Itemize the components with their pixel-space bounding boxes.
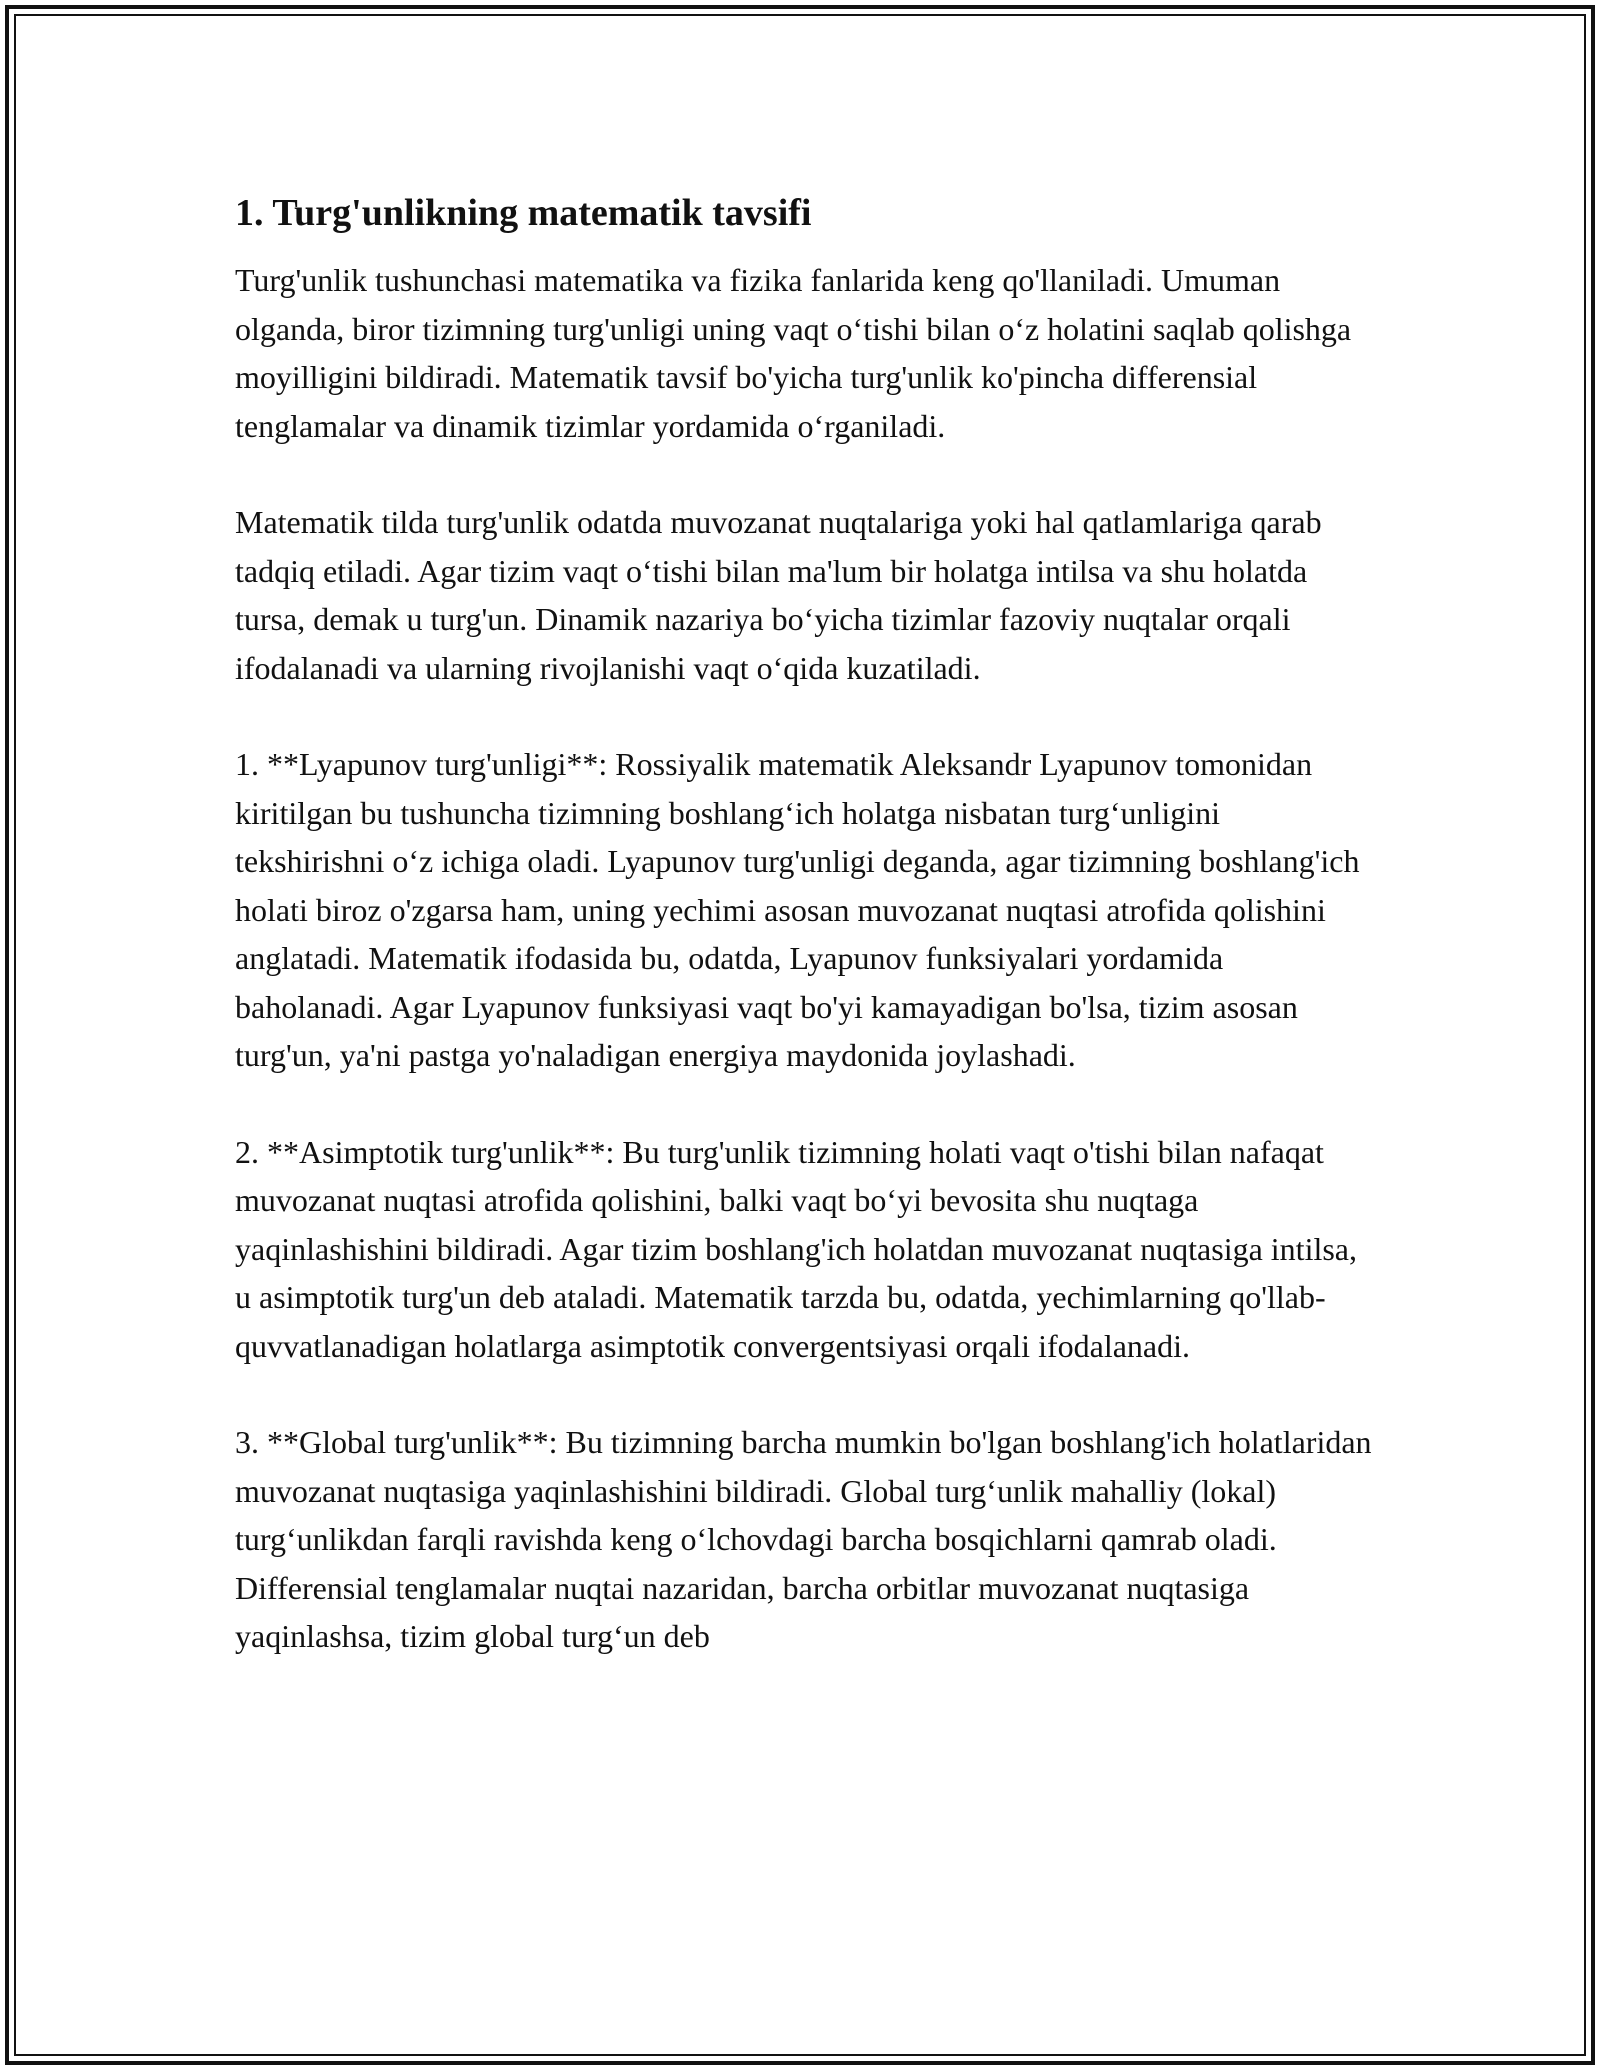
paragraph-asymptotic: 2. **Asimptotik turg'unlik**: Bu turg'unlik tizimning holati vaqt o'tishi bilan nafaqat muvozanat nuqtasi atrofida qolishini, balki vaqt boʻyi bevosita shu nuqtaga yaqinlashishini bildiradi. Agar tizim boshlang'ich holatdan muvozanat nuqtasiga intilsa, u asimptotik turg'un deb ataladi. Matematik tarzda bu, odatda, yechimlarning qo'llab-quvvatlanadigan holatlarga asimptotik convergentsiyasi orqali ifodalanadi. xyxy=(235,1133,1357,1364)
paragraph-global: 3. **Global turg'unlik**: Bu tizimning barcha mumkin bo'lgan boshlang'ich holatlaridan muvozanat nuqtasiga yaqinlashishini bildiradi. Global turgʻunlik mahalliy (lokal) turgʻunlikdan farqli ravishda keng oʻlchovdagi barcha bosqichlarni qamrab oladi. Differensial tenglamalar nuqtai nazaridan, barcha orbitlar muvozanat nuqtasiga yaqinlashsa, tizim global turgʻun deb xyxy=(235,1424,1372,1654)
document-body xyxy=(235,186,1375,1709)
paragraph-equilibrium: Matematik tilda turg'unlik odatda muvozanat nuqtalariga yoki hal qatlamlariga qarab tadqiq etiladi. Agar tizim vaqt oʻtishi bilan ma'lum bir holatga intilsa va shu holatda tursa, demak u turg'un. Dinamik nazariya boʻyicha tizimlar fazoviy nuqtalar orqali ifodalanadi va ularning rivojlanishi vaqt oʻqida kuzatiladi. xyxy=(235,504,1322,686)
paragraph-lyapunov: 1. **Lyapunov turg'unligi**: Rossiyalik matematik Aleksandr Lyapunov tomonidan kiritilgan bu tushuncha tizimning boshlangʻich holatga nisbatan turgʻunligini tekshirishni oʻz ichiga oladi. Lyapunov turg'unligi deganda, agar tizimning boshlang'ich holati biroz o'zgarsa ham, uning yechimi asosan muvozanat nuqtasi atrofida qolishini anglatadi. Matematik ifodasida bu, odatda, Lyapunov funksiyalari yordamida baholanadi. Agar Lyapunov funksiyasi vaqt bo'yi kamayadigan bo'lsa, tizim asosan turg'un, ya'ni pastga yo'naladigan energiya maydonida joylashadi. xyxy=(235,746,1360,1073)
paragraph-intro: Turg'unlik tushunchasi matematika va fizika fanlarida keng qo'llaniladi. Umuman olganda, biror tizimning turg'unligi uning vaqt oʻtishi bilan oʻz holatini saqlab qolishga moyilligini bildiradi. Matematik tavsif bo'yicha turg'unlik ko'pincha differensial tenglamalar va dinamik tizimlar yordamida oʻrganiladi. xyxy=(235,262,1352,444)
section-heading: 1. Turg'unlikning matematik tavsifi xyxy=(235,192,812,234)
